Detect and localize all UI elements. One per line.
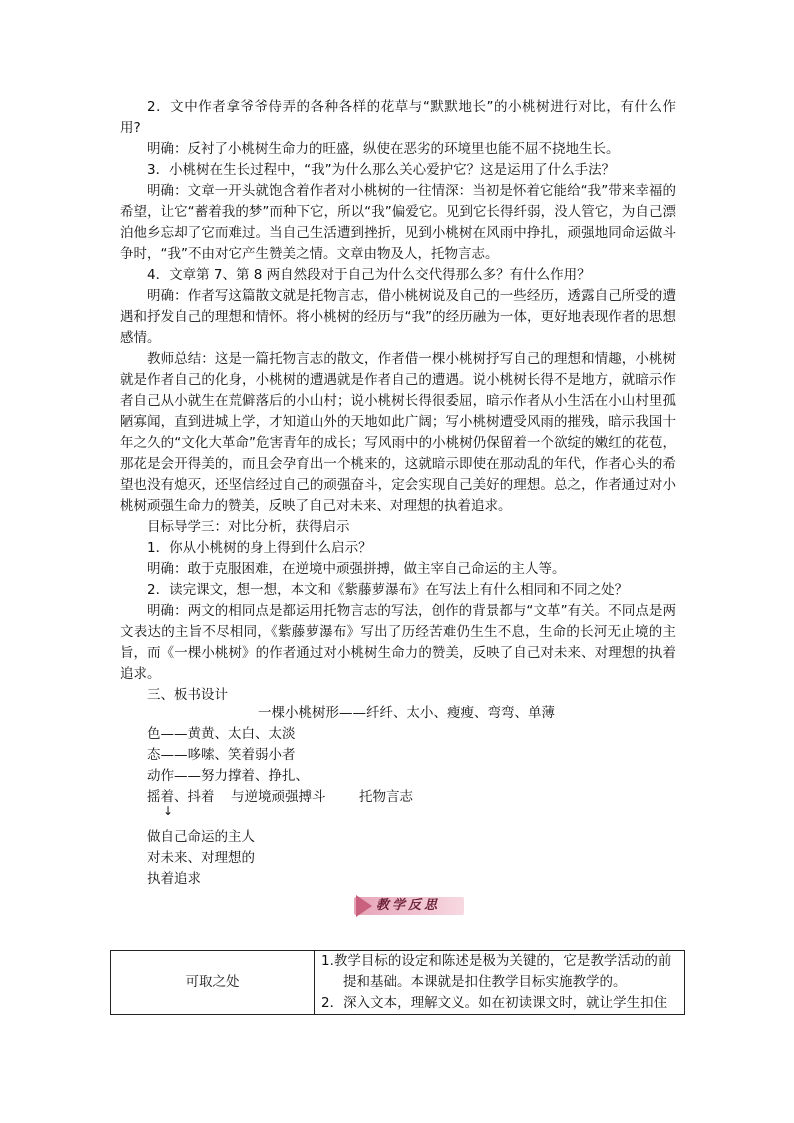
section-heading-board: 三、板书设计 <box>147 687 228 703</box>
board-color-line: 色——黄黄、太白、太淡 <box>147 726 296 742</box>
board-title-line: 一棵小桃树形——纤纤、太小、瘦瘦、弯弯、单薄 <box>258 705 555 721</box>
table-label: 可取之处 <box>185 974 240 990</box>
reflection-item-1-line-1: 1.教学目标的设定和陈述是极为关键的，它是教学活动的前 <box>321 953 672 969</box>
table-content-cell <box>315 951 685 1015</box>
reflection-item-2: 2．深入文本，理解文义。如在初读课文时，就让学生扣住 <box>321 995 668 1011</box>
answer-2b: 明确：两文的相同点是都运用托物言志的写法，创作的背景都与“文革”有关。不同点是两文表达的主旨不尽相同，《紫藤萝瀑布》写出了历经苦难仍生生不息，生命的长河无止境的主旨，而《一棵小桃树》的作者通过对小桃树生命力的赞美，反映了自己对未来、对理想的执着追求。 <box>120 603 676 682</box>
reflection-item-1 <box>321 951 680 993</box>
down-arrow-icon: ↓ <box>163 804 174 818</box>
goal-heading-3: 目标导学三：对比分析，获得启示 <box>147 519 350 535</box>
question-4: 4．文章第 7、第 8 两自然段对于自己为什么交代得那么多？有什么作用？ <box>147 267 591 283</box>
question-1b: 1．你从小桃树的身上得到什么启示？ <box>147 540 372 556</box>
teacher-summary: 教师总结：这是一篇托物言志的散文，作者借一棵小桃树抒写自己的理想和情趣，小桃树就是作者自己的化身，小桃树的遭遇就是作者自己的遭遇。说小桃树长得不是地方，就暗示作者自己从小就生在荒僻落后的小山村；说小桃树长得很委屈，暗示作者从小生活在小山村里孤陋寡闻，直到进城上学，才知道山外的天地如此广阔；写小桃树遭受风雨的摧残，暗示我国十年之久的“文化大革命”危害青年的成长；写风雨中的小桃树仍保留着一个欲绽的嫩红的花苞，那花是会开得美的，而且会孕育出一个桃来的，这就暗示即使在那动乱的年代，作者心头的希望也没有熄灭，还坚信经过自己的顽强奋斗，定会实现自己美好的理想。总之，作者通过对小桃树顽强生命力的赞美，反映了自己对未来、对理想的执着追求。 <box>120 351 676 514</box>
reflection-banner <box>354 895 466 917</box>
question-2b: 2．读完课文，想一想，本文和《紫藤萝瀑布》在写法上有什么相同和不同之处？ <box>147 582 629 598</box>
board-action-line: 动作——努力撑着、挣扎、 <box>147 768 309 784</box>
board-pursuit-line: 执着追求 <box>147 871 201 887</box>
reflection-item-1-line-2: 提和基础。本课就是扣住教学目标实施教学的。 <box>343 974 627 990</box>
board-posture-line: 态——哆嗦、笑着弱小者 <box>147 747 296 763</box>
board-action-line-2: 摇着、抖着 <box>147 789 215 805</box>
board-future-line: 对未来、对理想的 <box>147 850 255 866</box>
answer-4: 明确：作者写这篇散文就是托物言志，借小桃树说及自己的一些经历，透露自己所受的遭遇和抒发自己的理想和情怀。将小桃树的经历与“我”的经历融为一体，更好地表现作者的思想感情。 <box>120 288 676 346</box>
board-master-line: 做自己命运的主人 <box>147 829 255 845</box>
question-3: 3．小桃树在生长过程中，“我”为什么那么关心爱护它？这是运用了什么手法？ <box>147 162 616 178</box>
board-theme-text: 托物言志 <box>359 789 413 805</box>
board-struggle-text: 与逆境顽强搏斗 <box>231 789 326 805</box>
answer-3: 明确：文章一开头就饱含着作者对小桃树的一往情深：当初是怀着它能给“我”带来幸福的希望，让它“蓄着我的梦”而种下它，所以“我”偏爱它。见到它长得纤弱，没人管它，为自己漂泊他乡忘却了它而难过。当自己生活遭到挫折，见到小桃树在风雨中挣扎，顽强地同命运做斗争时，“我”不由对它产生赞美之情。文章由物及人，托物言志。 <box>120 183 676 262</box>
reflection-table <box>110 950 685 1015</box>
answer-2: 明确：反衬了小桃树生命力的旺盛，纵使在恶劣的环境里也能不屈不挠地生长。 <box>147 141 620 157</box>
table-label-cell <box>111 951 315 1015</box>
table-row <box>111 951 685 1015</box>
question-2: 2．文中作者拿爷爷侍弄的各种各样的花草与“默默地长”的小桃树进行对比，有什么作用? <box>120 99 676 136</box>
answer-1b: 明确：敢于克服困难，在逆境中顽强拼搏，做主宰自己命运的主人等。 <box>147 561 566 577</box>
banner-title: 教学反思 <box>376 898 441 913</box>
